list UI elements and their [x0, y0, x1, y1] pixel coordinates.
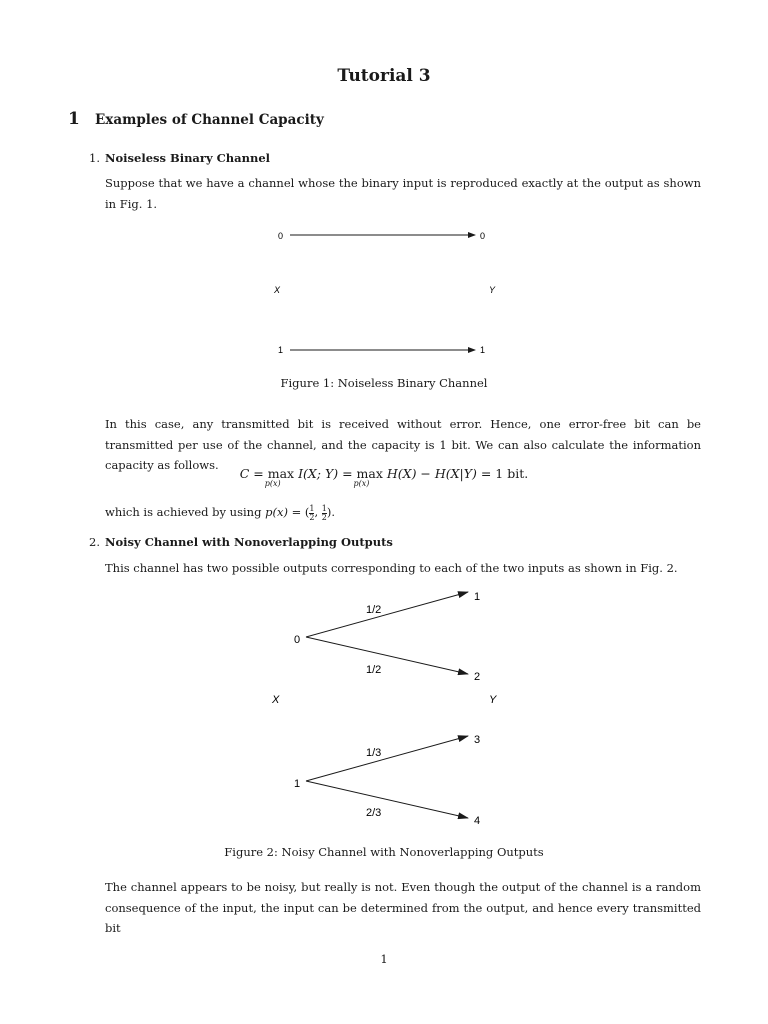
- item2-title: Noisy Channel with Nonoverlapping Outputs: [105, 535, 393, 549]
- achieved-suffix: ).: [326, 505, 336, 519]
- capacity-equation: [0, 466, 768, 488]
- fig2-edge-1-4: [306, 781, 468, 818]
- fig2-input-1: 1: [294, 778, 301, 790]
- fig1-input-0: 0: [278, 231, 284, 241]
- achieved-equals: = (: [287, 505, 310, 519]
- fig2-output-label-y: Y: [489, 694, 497, 706]
- eq-max-2: max: [356, 466, 383, 481]
- eq-entropy-difference: H(X) − H(X|Y): [386, 466, 477, 481]
- figure1-diagram: [262, 222, 502, 362]
- eq-max-2-subscript: p(x): [353, 479, 370, 488]
- fig1-output-1: 1: [480, 345, 486, 355]
- achieved-comma: ,: [314, 505, 322, 519]
- item1-intro: Suppose that we have a channel whose the binary input is reproduced exactly at the output as shown in Fig. 1.: [105, 176, 701, 211]
- half-2-numerator: 1: [321, 503, 327, 513]
- fig2-output-2: 2: [474, 671, 481, 683]
- fig2-prob-0-2: 1/2: [366, 664, 382, 676]
- eq-mutual-information: I(X; Y): [298, 466, 339, 481]
- fig2-edge-0-1: [306, 592, 468, 637]
- half-1-numerator: 1: [309, 503, 315, 513]
- eq-result: = 1 bit.: [476, 466, 529, 481]
- item2-number: 2.: [89, 535, 100, 549]
- item1-text: In this case, any transmitted bit is received without error. Hence, one error-free bit can be transmitted per use of the channel, and the capacity is 1 bit. We can also calculate the information capacity as follows.: [105, 417, 701, 472]
- achieved-px: p(x): [265, 505, 288, 519]
- figure1-caption: Figure 1: Noiseless Binary Channel: [280, 376, 488, 390]
- fig2-prob-1-4: 2/3: [366, 807, 382, 819]
- fig2-prob-0-1: 1/2: [366, 604, 382, 616]
- fig2-prob-1-3: 1/3: [366, 747, 382, 759]
- eq-capacity-symbol: C: [239, 466, 250, 481]
- item1-title: Noiseless Binary Channel: [105, 151, 270, 165]
- fig1-output-label-y: Y: [489, 285, 496, 295]
- fig1-input-1: 1: [278, 345, 284, 355]
- achieved-prefix: which is achieved by using: [105, 505, 266, 519]
- item1-number: 1.: [89, 151, 100, 165]
- item1-achieved: [105, 502, 701, 523]
- fig2-output-1: 1: [474, 591, 481, 603]
- fig1-input-label-x: X: [274, 285, 281, 295]
- half-1-denominator: 2: [309, 512, 315, 522]
- eq-equals-2: =: [338, 466, 357, 481]
- eq-equals-1: =: [249, 466, 268, 481]
- fig2-edge-1-3: [306, 736, 468, 781]
- eq-max-1-subscript: p(x): [264, 479, 281, 488]
- figure2-diagram: [262, 585, 502, 830]
- fig2-output-3: 3: [474, 734, 481, 746]
- fig1-output-0: 0: [480, 231, 486, 241]
- page-number: 1: [380, 952, 388, 966]
- fig2-output-4: 4: [474, 815, 481, 827]
- figure2-caption: Figure 2: Noisy Channel with Nonoverlapping Outputs: [224, 845, 544, 859]
- eq-max-1: max: [267, 466, 295, 481]
- fig2-input-0: 0: [294, 634, 301, 646]
- half-2-denominator: 2: [321, 512, 327, 522]
- section-title: Examples of Channel Capacity: [95, 112, 324, 128]
- fig2-edge-0-2: [306, 637, 468, 674]
- item2-intro: This channel has two possible outputs corresponding to each of the two inputs as shown in Fig. 2.: [105, 561, 678, 575]
- fig2-input-label-x: X: [272, 694, 280, 706]
- section-number: 1: [68, 109, 80, 129]
- item2-text: The channel appears to be noisy, but really is not. Even though the output of the channel is a random consequence of the input, the input can be determined from the output, and hence every transmitted bit: [105, 880, 701, 935]
- page-title: Tutorial 3: [337, 66, 431, 86]
